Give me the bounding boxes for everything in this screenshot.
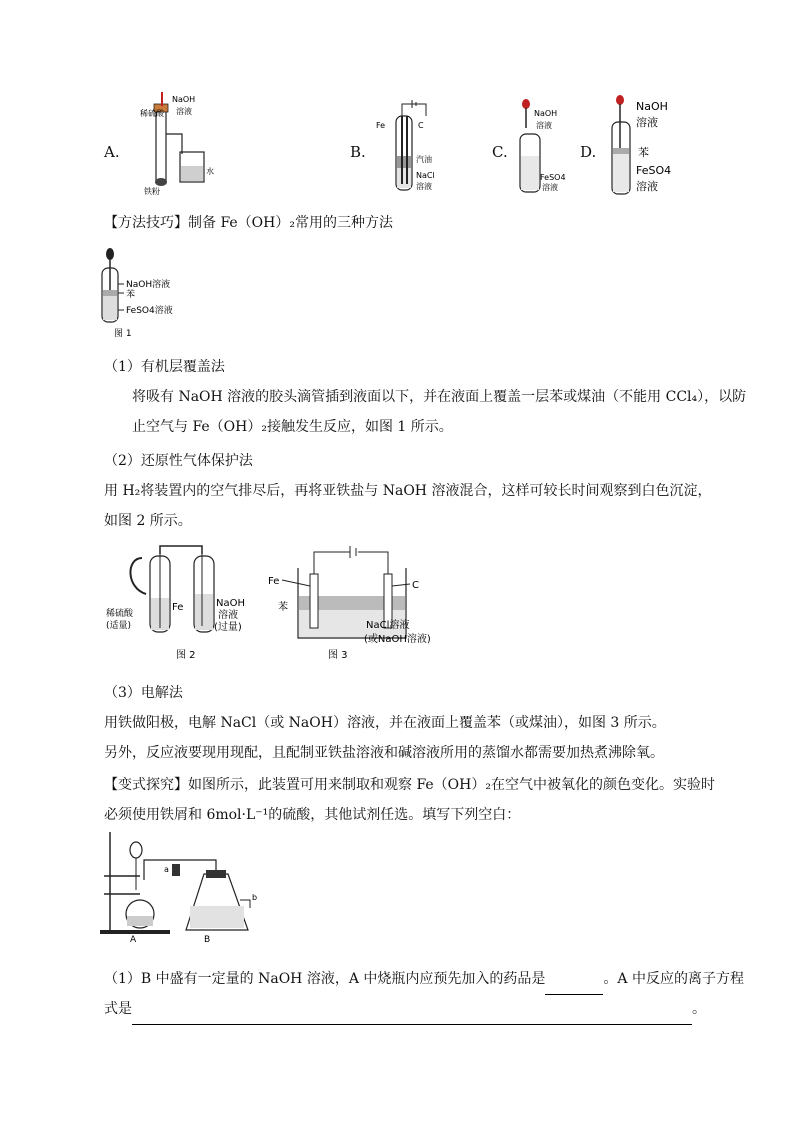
question-part-1: （1）B 中盛有一定量的 NaOH 溶液，A 中烧瓶内应预先加入的药品是 (104, 971, 546, 987)
option-c-label-solution: 溶液 (536, 121, 552, 130)
method-3-extra: 另外，反应液要现用现配，且配制亚铁盐溶液和碱溶液所用的蒸馏水都需要加热煮沸除氧。 (104, 745, 664, 761)
fig1-label-feso4: FeSO4溶液 (126, 306, 173, 316)
method-2-body: 用 H₂将装置内的空气排尽后，再将亚铁盐与 NaOH 溶液混合，这样可较长时间观察到白色沉淀，如图 2 所示。 (104, 483, 712, 529)
fig2-label-acid-amount: (适量) (106, 621, 132, 631)
method-1-body: 将吸有 NaOH 溶液的胶头滴管插到液面以下，并在液面上覆盖一层苯或煤油（不能用 CCl₄），以防止空气与 Fe（OH）₂接触发生反应，如图 1 所示。 (132, 389, 747, 435)
option-c-diagram (510, 98, 590, 198)
variant-apparatus (100, 830, 260, 944)
variant-body: 【变式探究】如图所示，此装置可用来制取和观察 Fe（OH）₂在空气中被氧化的颜色变化。实验时必须使用铁屑和 6mol·L⁻¹的硫酸，其他试剂任选。填写下列空白： (104, 777, 715, 823)
option-d-label-solution2: 溶液 (636, 180, 658, 193)
fig1-caption: 图 1 (114, 329, 132, 339)
fig3-caption: 图 3 (328, 650, 348, 661)
method-3-body: 用铁做阳极，电解 NaCl（或 NaOH）溶液，并在液面上覆盖苯（或煤油），如图 3 所示。 (104, 715, 666, 731)
question-part-2: 。A 中反应的离子方程 (603, 971, 744, 987)
variant-label-b-valve: b (252, 893, 258, 902)
question-line-1 (104, 964, 744, 995)
option-d-letter: D. (580, 143, 597, 161)
fig2-label-acid: 稀硫酸 (106, 609, 134, 619)
option-b-letter: B. (350, 143, 366, 161)
answer-blank-1[interactable] (545, 964, 603, 995)
option-d-label-naoh: NaOH (636, 100, 668, 113)
option-b-label-fe: Fe (376, 121, 386, 130)
question-part-3: 式是 (104, 1001, 132, 1017)
fig3-label-naoh: (或NaOH溶液) (364, 634, 431, 645)
option-d-label-solution: 溶液 (636, 116, 658, 129)
fig2-label-naoh: NaOH (216, 598, 245, 609)
fig2-label-excess: (过量) (214, 622, 242, 633)
question-part-4: 。 (692, 1001, 706, 1017)
option-a-label-acid: 稀硫酸 (140, 109, 164, 118)
fig3-label-nacl: NaCl溶液 (366, 620, 410, 631)
fig3-label-benzene: 苯 (278, 602, 288, 613)
option-c-label-naoh: NaOH (534, 109, 558, 118)
option-a-letter: A. (104, 143, 120, 161)
method-1-title: （1）有机层覆盖法 (104, 359, 225, 375)
variant-label-b: B (204, 935, 211, 944)
option-b-label-nacl: NaCl (416, 171, 435, 180)
fig2-label-fe: Fe (172, 602, 184, 613)
figure-2 (106, 538, 266, 662)
tips-heading: 【方法技巧】制备 Fe（OH）₂常用的三种方法 (104, 215, 393, 231)
fig2-caption: 图 2 (176, 650, 196, 661)
option-a-label-water: 水 (206, 167, 214, 176)
option-b-label-gasoline: 汽油 (416, 155, 432, 164)
fig3-label-c: C (412, 580, 419, 591)
fig2-label-solution: 溶液 (218, 610, 238, 621)
option-c-letter: C. (492, 143, 508, 161)
answer-blank-2[interactable] (132, 994, 692, 1025)
method-2-title: （2）还原性气体保护法 (104, 453, 253, 469)
option-b-diagram (374, 98, 464, 198)
figure-3 (268, 538, 458, 662)
option-d-label-feso4: FeSO4 (636, 164, 672, 177)
option-d-diagram (604, 94, 704, 198)
fig1-label-benzene: 苯 (126, 290, 136, 300)
variant-label-a-valve: a (164, 865, 169, 874)
option-a-label-solution: 溶液 (176, 107, 192, 116)
option-d-label-benzene: 苯 (638, 146, 649, 159)
option-c-label-feso4: FeSO4 (540, 173, 566, 182)
option-a-label-naoh: NaOH (172, 95, 196, 104)
option-b-label-solution: 溶液 (416, 182, 432, 191)
figure-1 (100, 244, 220, 340)
option-a-label-iron: 铁粉 (144, 187, 160, 196)
variant-label-a: A (130, 935, 137, 944)
option-a-diagram (140, 92, 230, 202)
question-line-2 (104, 994, 744, 1025)
method-3-title: （3）电解法 (104, 685, 183, 701)
fig3-label-fe: Fe (268, 576, 280, 587)
fig1-label-naoh: NaOH溶液 (126, 280, 171, 290)
option-c-label-solution2: 溶液 (542, 183, 558, 192)
option-b-label-c: C (418, 121, 424, 130)
